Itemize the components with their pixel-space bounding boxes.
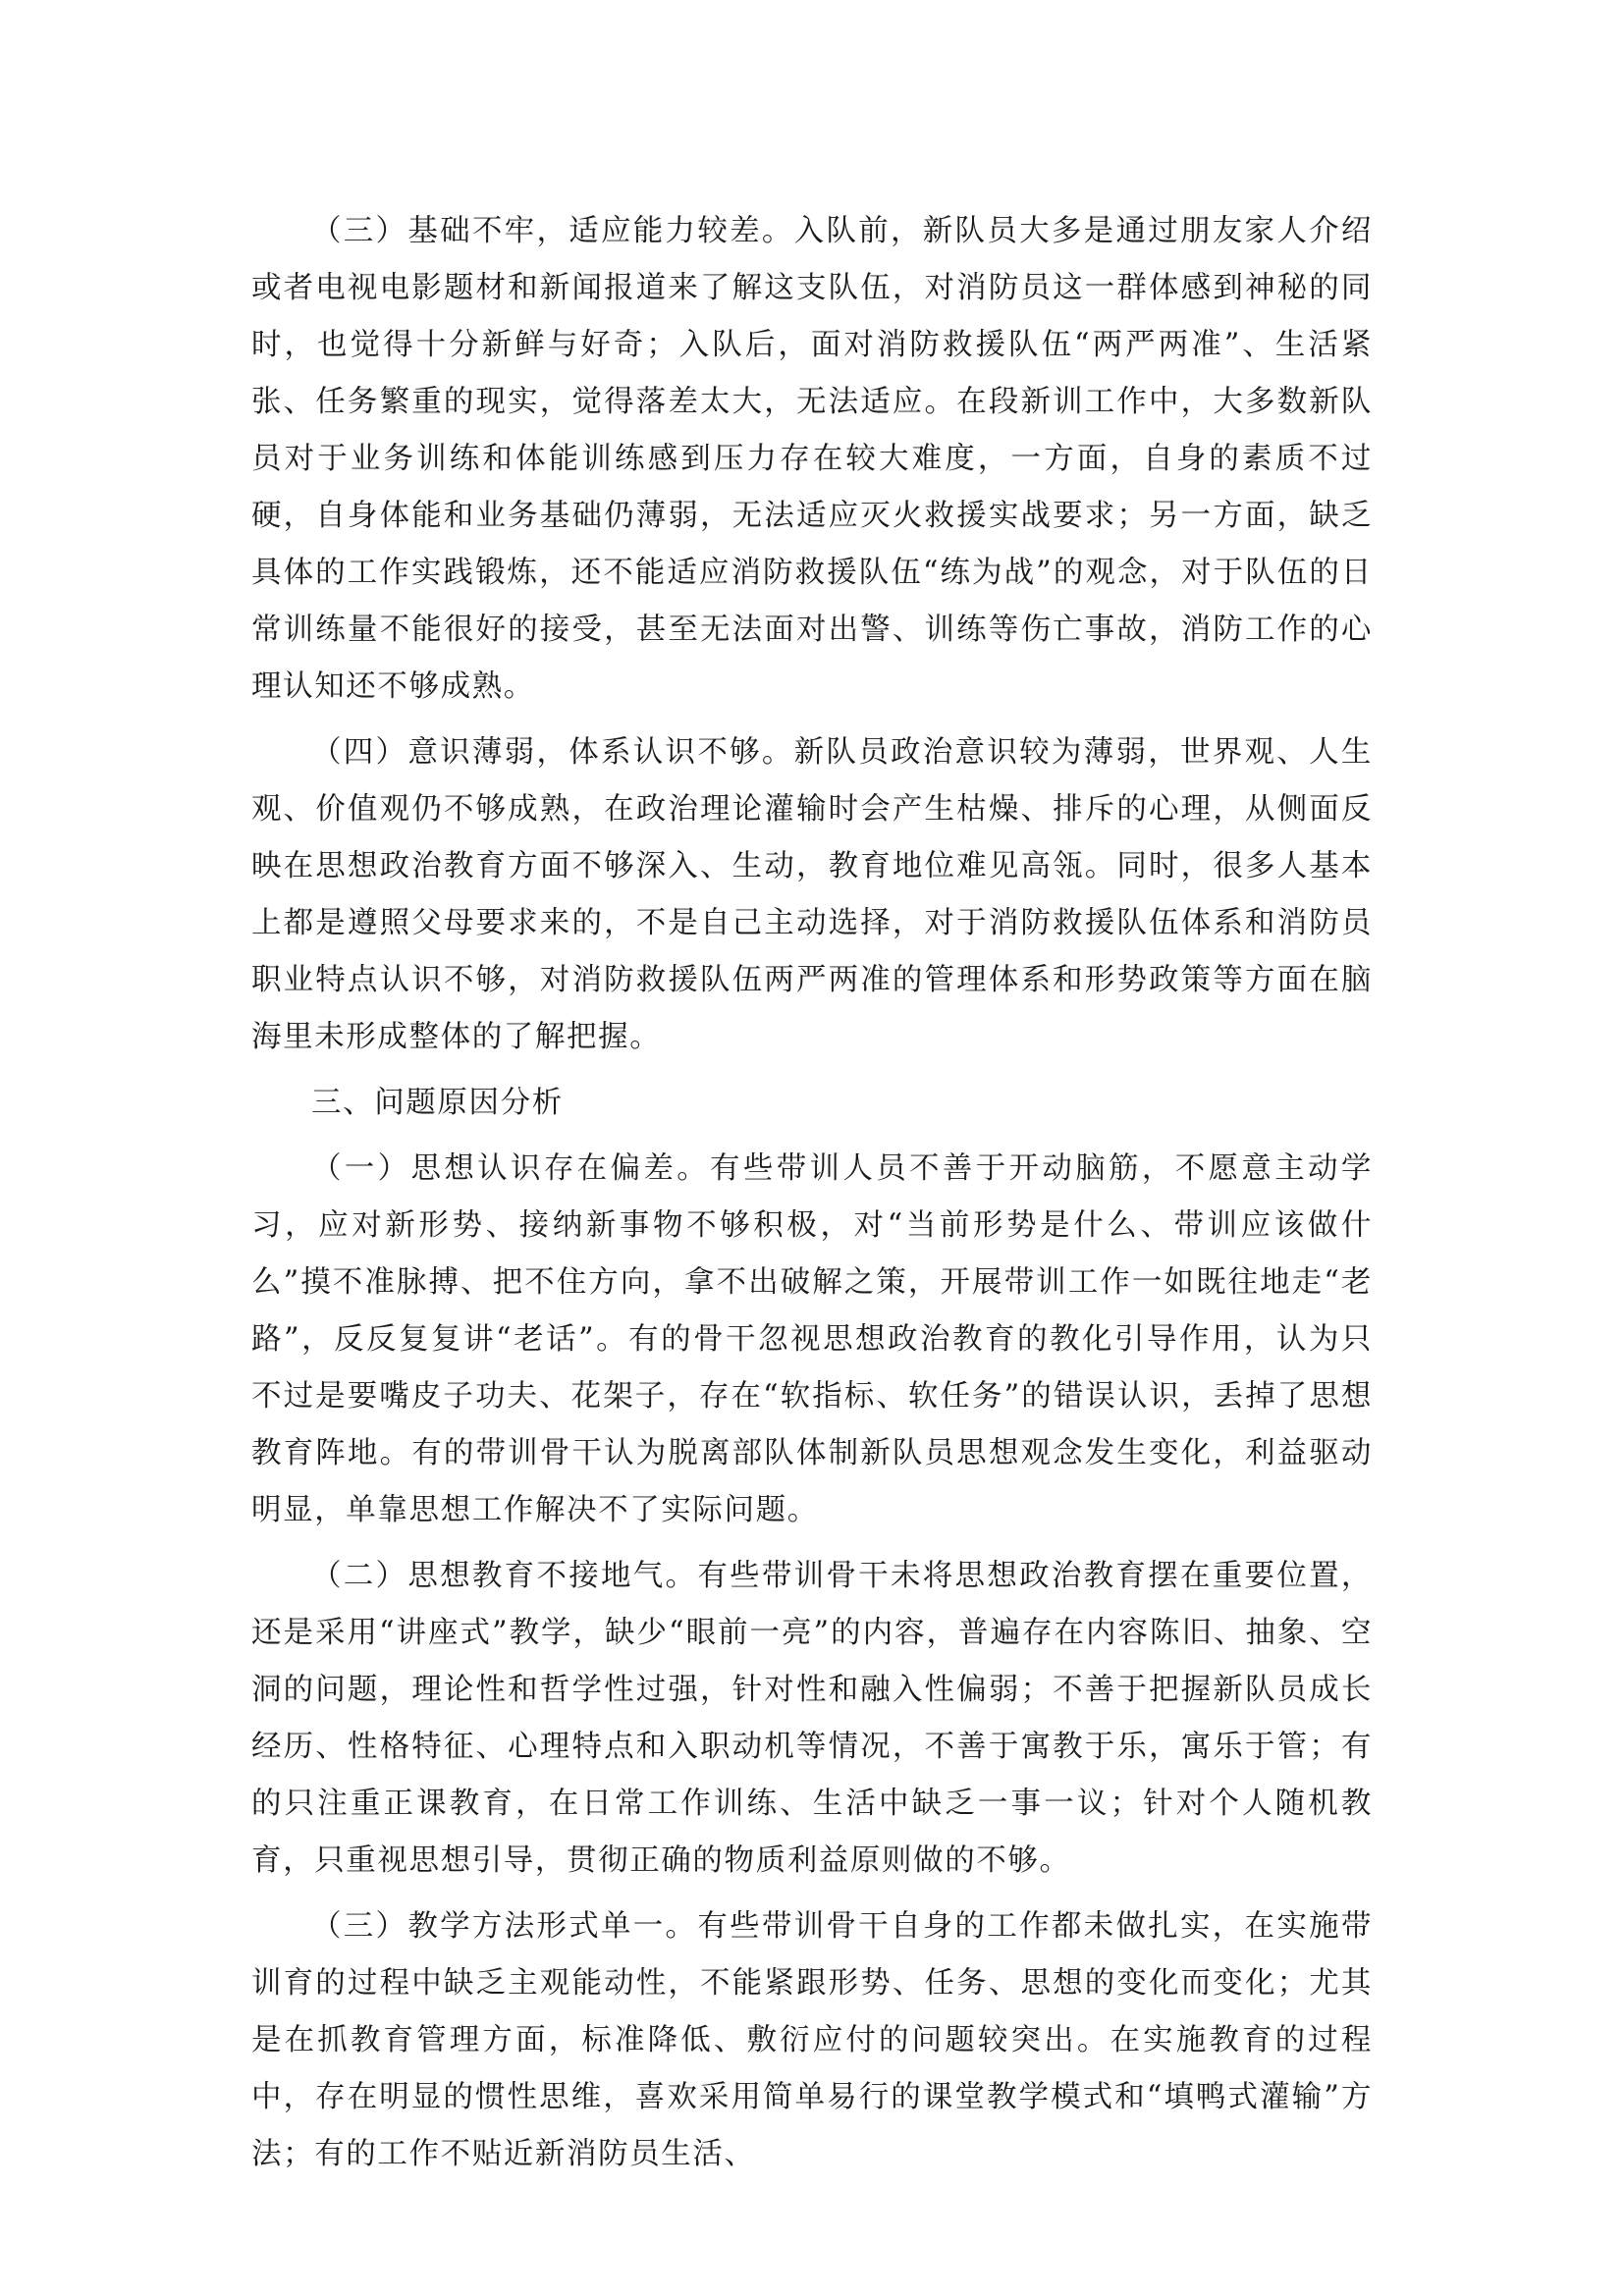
paragraph-education-grounding: （二）思想教育不接地气。有些带训骨干未将思想政治教育摆在重要位置，还是采用“讲座式”教学，缺少“眼前一亮”的内容，普遍存在内容陈旧、抽象、空洞的问题，理论性和哲学性过强，针对性和融入性偏弱；不善于把握新队员成长经历、性格特征、心理特点和入职动机等情况，不善于寓教于乐，寓乐于管；有的只注重正课教育，在日常工作训练、生活中缺乏一事一议；针对个人随机教育，只重视思想引导，贯彻正确的物质利益原则做的不够。 [251, 1559, 1373, 1878]
paragraph-basic-foundation: （三）基础不牢，适应能力较差。入队前，新队员大多是通过朋友家人介绍或者电视电影题材和新闻报道来了解这支队伍，对消防员这一群体感到神秘的同时，也觉得十分新鲜与好奇；入队后，面对消防救援队伍“两严两准”、生活紧张、任务繁重的现实，觉得落差太大，无法适应。在段新训工作中，大多数新队员对于业务训练和体能训练感到压力存在较大难度，一方面，自身的素质不过硬，自身体能和业务基础仍薄弱，无法适应灭火救援实战要求；另一方面，缺乏具体的工作实践锻炼，还不能适应消防救援队伍“练为战”的观念，对于队伍的日常训练量不能很好的接受，甚至无法面对出警、训练等伤亡事故，消防工作的心理认知还不够成熟。 [251, 214, 1373, 704]
document-body [251, 203, 1373, 2192]
paragraph-thinking-deviation: （一）思想认识存在偏差。有些带训人员不善于开动脑筋，不愿意主动学习，应对新形势、接纳新事物不够积极，对“当前形势是什么、带训应该做什么”摸不准脉搏、把不住方向，拿不出破解之策，开展带训工作一如既往地走“老路”，反反复复讲“老话”。有的骨干忽视思想政治教育的教化引导作用，认为只不过是要嘴皮子功夫、花架子，存在“软指标、软任务”的错误认识，丢掉了思想教育阵地。有的带训骨干认为脱离部队体制新队员思想观念发生变化，利益驱动明显，单靠思想工作解决不了实际问题。 [251, 1151, 1373, 1527]
paragraph-teaching-method: （三）教学方法形式单一。有些带训骨干自身的工作都未做扎实，在实施带训育的过程中缺乏主观能动性，不能紧跟形势、任务、思想的变化而变化；尤其是在抓教育管理方面，标准降低、敷衍应付的问题较突出。在实施教育的过程中，存在明显的惯性思维，喜欢采用简单易行的课堂教学模式和“填鸭式灌输”方法；有的工作不贴近新消防员生活、 [251, 1909, 1373, 2171]
section-heading-cause-analysis: 三、问题原因分析 [311, 1086, 564, 1120]
paragraph-awareness-weak: （四）意识薄弱，体系认识不够。新队员政治意识较为薄弱，世界观、人生观、价值观仍不够成熟，在政治理论灌输时会产生枯燥、排斥的心理，从侧面反映在思想政治教育方面不够深入、生动，教育地位难见高瓴。同时，很多人基本上都是遵照父母要求来的，不是自己主动选择，对于消防救援队伍体系和消防员职业特点认识不够，对消防救援队伍两严两准的管理体系和形势政策等方面在脑海里未形成整体的了解把握。 [251, 735, 1373, 1054]
